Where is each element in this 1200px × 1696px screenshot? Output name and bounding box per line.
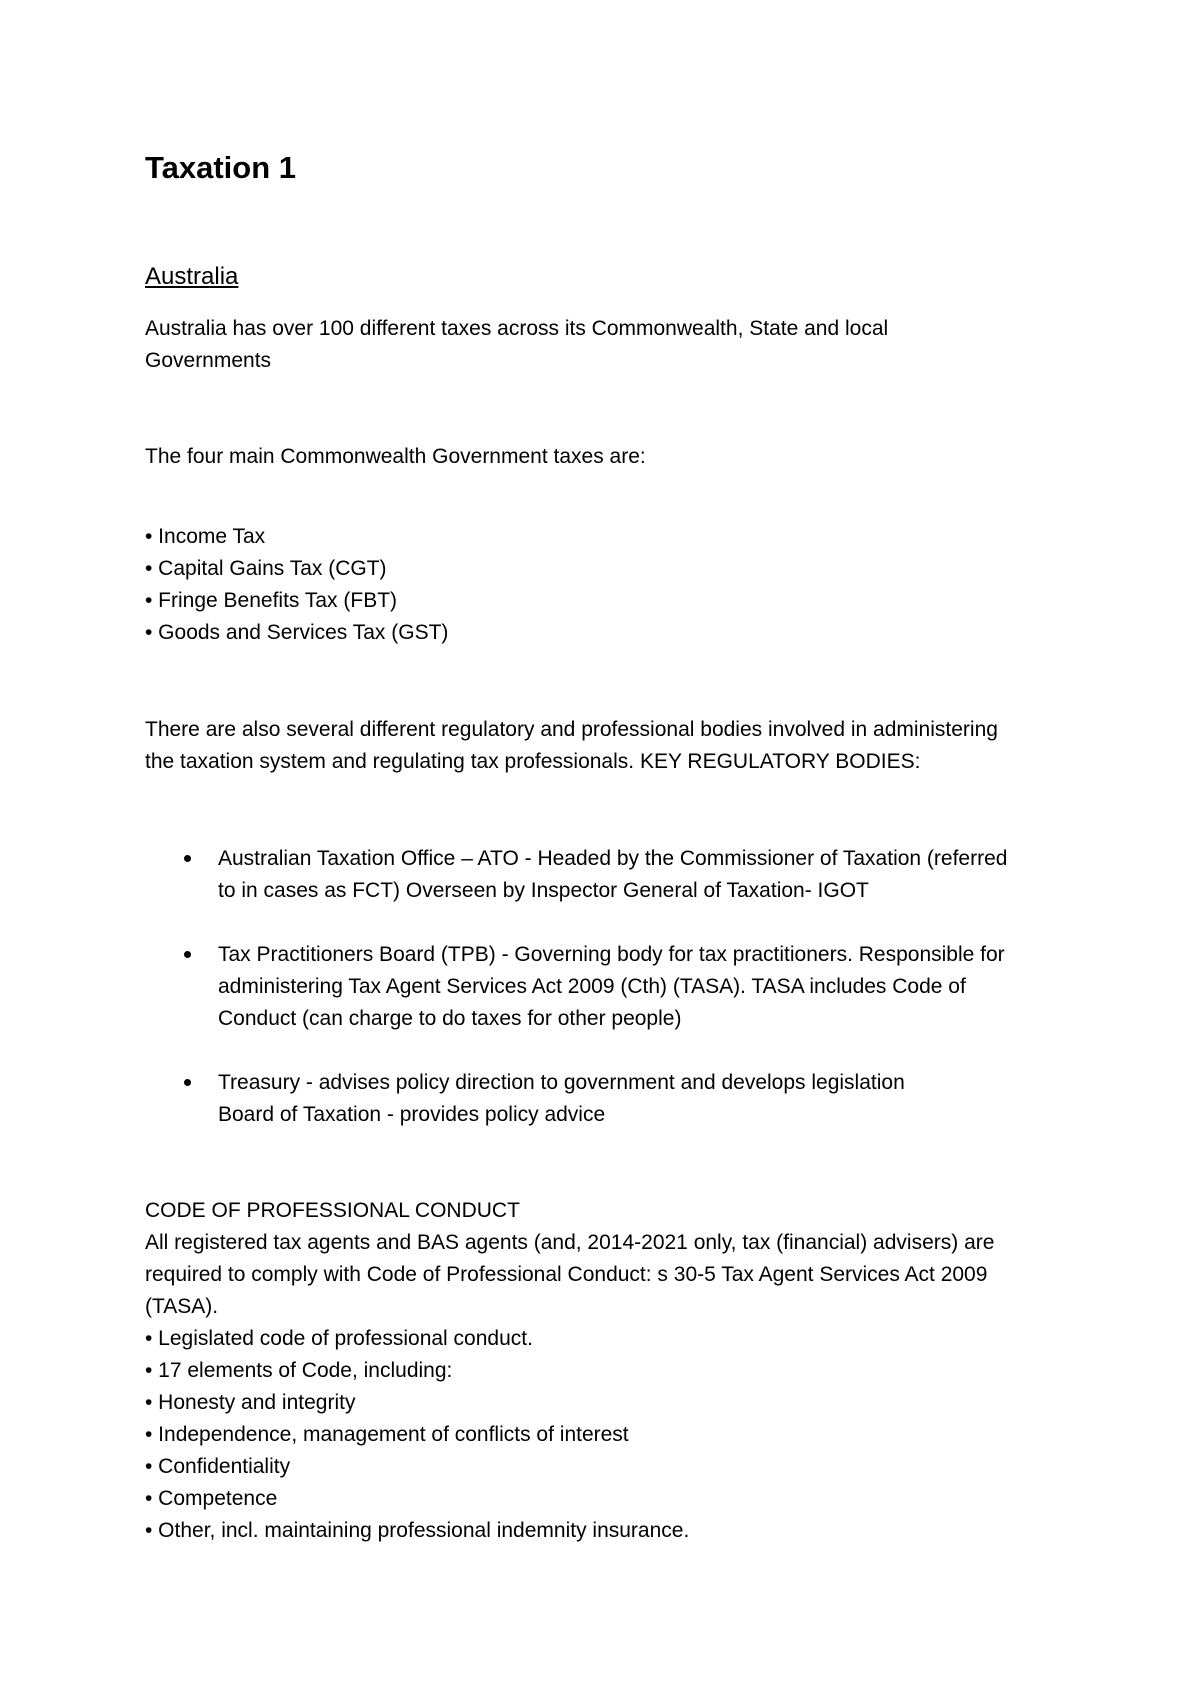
list-item: • Capital Gains Tax (CGT) bbox=[145, 557, 387, 580]
list-item-line: administering Tax Agent Services Act 2009 (Cth) (TASA). TASA includes Code of bbox=[218, 975, 966, 998]
list-item-line: Australian Taxation Office – ATO - Headed by the Commissioner of Taxation (referred bbox=[218, 847, 1008, 870]
code-section bbox=[145, 1195, 994, 1547]
list-item: • Legislated code of professional conduct. bbox=[145, 1327, 533, 1350]
list-item: • Income Tax bbox=[145, 525, 266, 548]
bodies-intro-line: There are also several different regulatory and professional bodies involved in administering bbox=[145, 718, 998, 741]
bullet-icon bbox=[184, 951, 191, 958]
list-item-line: Tax Practitioners Board (TPB) - Governing body for tax practitioners. Responsible for bbox=[218, 943, 1005, 966]
list-item-line: Board of Taxation - provides policy advice bbox=[218, 1103, 606, 1126]
list-item-line: Conduct (can charge to do taxes for other people) bbox=[218, 1007, 682, 1030]
list-item: • Goods and Services Tax (GST) bbox=[145, 621, 449, 644]
main-taxes-list bbox=[145, 521, 448, 649]
code-line: (TASA). bbox=[145, 1295, 219, 1318]
list-item: • Honesty and integrity bbox=[145, 1391, 356, 1414]
list-item-line: Treasury - advises policy direction to government and develops legislation bbox=[218, 1071, 905, 1094]
bodies-intro-paragraph bbox=[145, 714, 998, 778]
bodies-intro-line: the taxation system and regulating tax professionals. KEY REGULATORY BODIES: bbox=[145, 750, 921, 773]
section-heading-australia: Australia bbox=[145, 263, 239, 290]
page-title: Taxation 1 bbox=[145, 150, 297, 185]
code-line: required to comply with Code of Professional Conduct: s 30-5 Tax Agent Services Act 2009 bbox=[145, 1263, 988, 1286]
code-line: All registered tax agents and BAS agents (and, 2014-2021 only, tax (financial) advisers) are bbox=[145, 1231, 995, 1254]
list-item: • Confidentiality bbox=[145, 1455, 291, 1478]
code-heading: CODE OF PROFESSIONAL CONDUCT bbox=[145, 1199, 520, 1222]
list-item: • Fringe Benefits Tax (FBT) bbox=[145, 589, 398, 612]
list-item: • Competence bbox=[145, 1487, 278, 1510]
intro-line: Australia has over 100 different taxes across its Commonwealth, State and local bbox=[145, 317, 889, 340]
main-taxes-intro: The four main Commonwealth Government taxes are: bbox=[145, 445, 646, 468]
list-item: • Independence, management of conflicts of interest bbox=[145, 1423, 629, 1446]
list-item: • 17 elements of Code, including: bbox=[145, 1359, 453, 1382]
list-item-line: to in cases as FCT) Overseen by Inspector General of Taxation- IGOT bbox=[218, 879, 869, 902]
list-item: • Other, incl. maintaining professional indemnity insurance. bbox=[145, 1519, 690, 1542]
intro-paragraph bbox=[145, 313, 888, 377]
intro-line: Governments bbox=[145, 349, 272, 372]
bullet-icon bbox=[184, 1079, 191, 1086]
bullet-icon bbox=[184, 855, 191, 862]
